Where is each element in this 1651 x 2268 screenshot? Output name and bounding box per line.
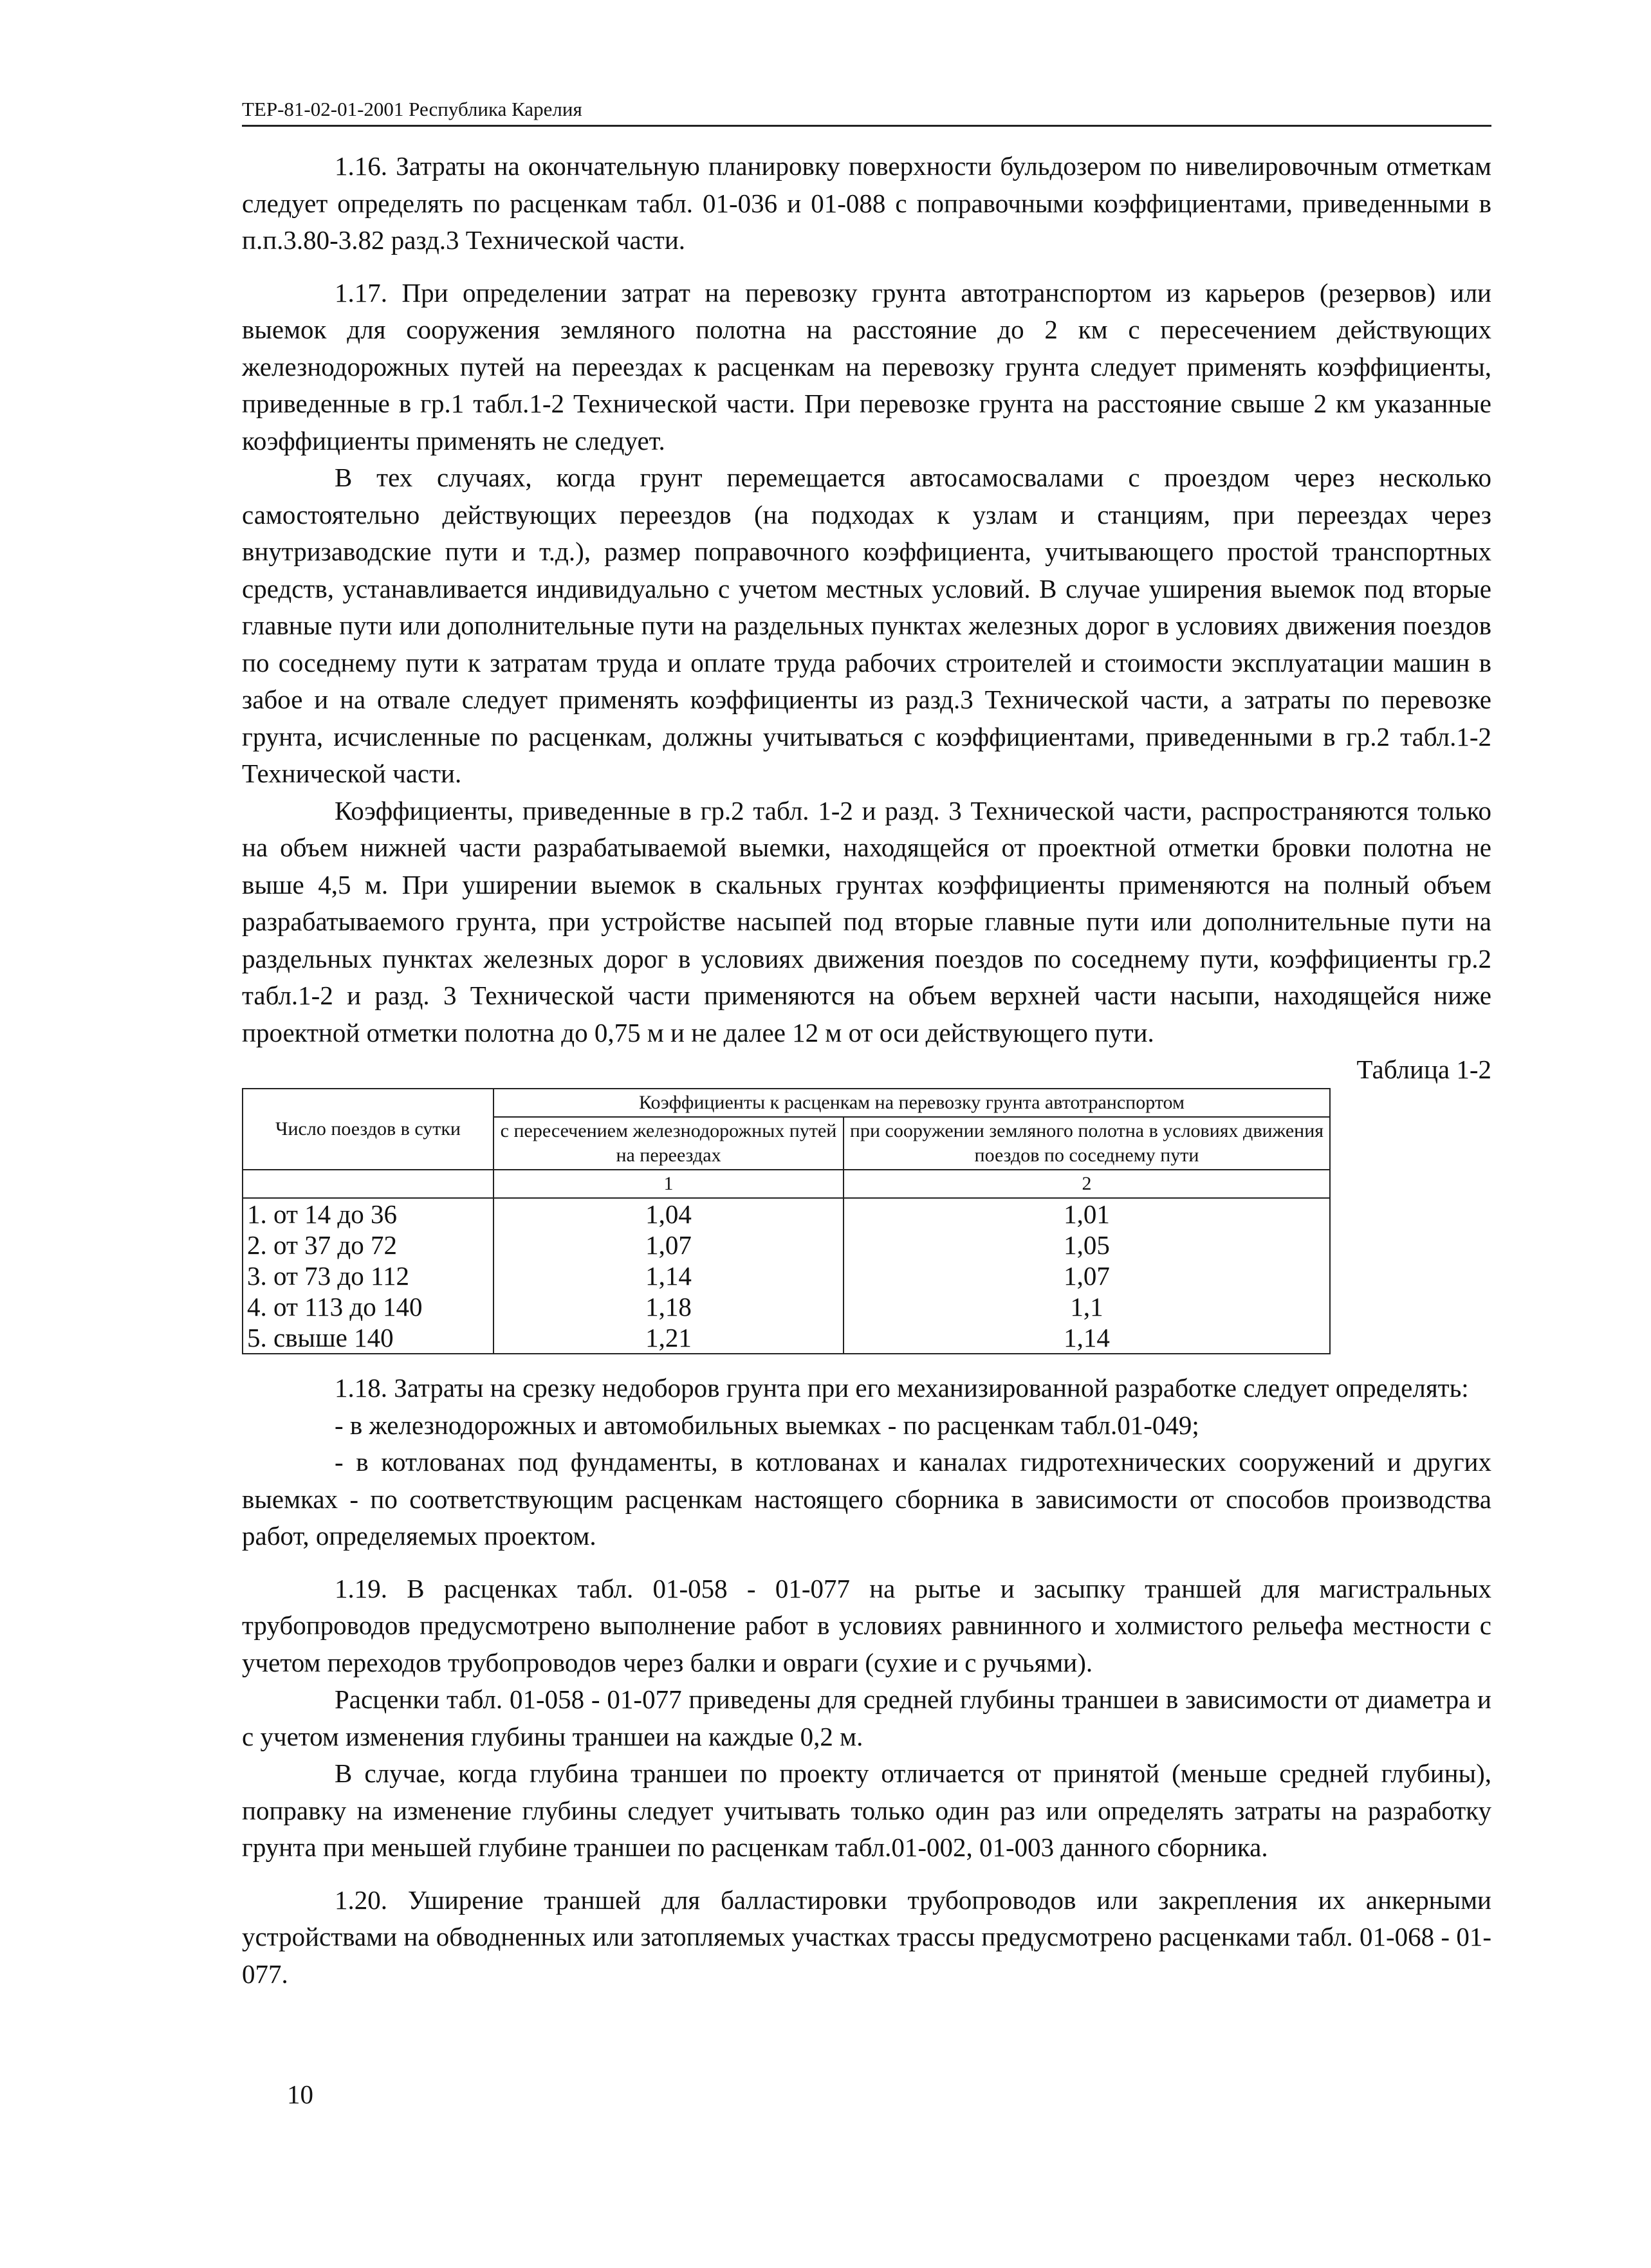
paragraph-1-17-coef: Коэффициенты, приведенные в гр.2 табл. 1-2 и разд. 3 Технической части, распространяются только на объем нижней части разрабатываемой выемки, находящейся от проектной отметки бровки полотна не выше 4,5 м. При уширении выемок в скальных грунтах коэффициенты применяются на полный объем разрабатываемого грунта, при устройстве насыпей под вторые главные пути или дополнительные пути на раздельных пунктах железных дорог в условиях движения поездов по соседнему пути, коэффициенты гр.2 табл.1-2 и разд. 3 Технической части применяются на объем верхней части насыпи, находящейся ниже проектной отметки полотна до 0,75 м и не далее 12 м от оси действующего пути.: [242, 795, 1491, 1047]
paragraph-1-18-item-1: - в железнодорожных и автомобильных выемках - по расценкам табл.01-049;: [335, 1410, 1199, 1440]
row-value-2: 1,1: [844, 1291, 1330, 1322]
table-row: [243, 1198, 1330, 1230]
row-value-1: 1,04: [493, 1198, 844, 1230]
row-label: 2. от 37 до 72: [243, 1230, 493, 1260]
table-caption: Таблица 1-2: [1356, 1055, 1491, 1084]
header-empty-cell: [243, 1170, 493, 1198]
page-number: 10: [287, 2079, 313, 2109]
header-column-2-number: 2: [844, 1170, 1330, 1198]
header-column-1-number: 1: [493, 1170, 844, 1198]
paragraph-1-19-cont: Расценки табл. 01-058 - 01-077 приведены для средней глубины траншеи в зависимости от диаметра и с учетом изменения глубины траншеи на каждые 0,2 м.: [242, 1684, 1491, 1751]
header-coefficients-group: Коэффициенты к расценкам на перевозку грунта автотранспортом: [493, 1089, 1330, 1117]
paragraph-1-18-item-2: - в котлованах под фундаменты, в котлованах и каналах гидротехнических сооружений и других выемках - по соответствующим расценкам настоящего сборника в зависимости от способов производства работ, определяемых проектом.: [242, 1447, 1491, 1551]
table-row: [243, 1291, 1330, 1322]
row-value-2: 1,01: [844, 1198, 1330, 1230]
header-column-2: при сооружении земляного полотна в условиях движения поездов по соседнему пути: [844, 1117, 1330, 1170]
row-value-2: 1,14: [844, 1322, 1330, 1354]
row-value-1: 1,07: [493, 1230, 844, 1260]
paragraph-1-17-cont: В тех случаях, когда грунт перемещается автосамосвалами с проездом через несколько самостоятельно действующих переездов (на подходах к узлам и станциям, при переездах через внутризаводские пути и т.д.), размер поправочного коэффициента, учитывающего простой транспортных средств, устанавливается индивидуально с учетом местных условий. В случае уширения выемок под вторые главные пути или дополнительные пути на раздельных пунктах железных дорог в условиях движения поездов по соседнему пути к затратам труда и оплате труда рабочих строителей и стоимости эксплуатации машин в забое и на отвале следует применять коэффициенты из разд.3 Технической части, а затраты по перевозке грунта, исчисленные по расценкам, должны учитываться с коэффициентами, приведенными в гр.2 табл.1-2 Технической части.: [242, 463, 1491, 788]
paragraph-1-20: 1.20. Уширение траншей для балластировки трубопроводов или закрепления их анкерными устройствами на обводненных или затопляемых участках трассы предусмотрено расценками табл. 01-068 - 01-077.: [242, 1885, 1491, 1989]
row-value-2: 1,05: [844, 1230, 1330, 1260]
table-row: [243, 1322, 1330, 1354]
table-row: [243, 1230, 1330, 1260]
row-label: 4. от 113 до 140: [243, 1291, 493, 1322]
paragraph-1-19: 1.19. В расценках табл. 01-058 - 01-077 на рытье и засыпку траншей для магистральных трубопроводов предусмотрено выполнение работ в условиях равнинного и холмистого рельефа местности с учетом переходов трубопроводов через балки и овраги (сухие и с ручьями).: [242, 1573, 1491, 1677]
table-row: [243, 1260, 1330, 1291]
row-value-1: 1,18: [493, 1291, 844, 1322]
row-value-2: 1,07: [844, 1260, 1330, 1291]
paragraph-1-16: 1.16. Затраты на окончательную планировку поверхности бульдозером по нивелировочным отметкам следует определять по расценкам табл. 01-036 и 01-088 с поправочными коэффициентами, приведенными в п.п.3.80-3.82 разд.3 Технической части.: [242, 151, 1491, 255]
running-header: ТЕР-81-02-01-2001 Республика Карелия: [242, 97, 1491, 127]
row-value-1: 1,14: [493, 1260, 844, 1291]
paragraph-1-19-depth: В случае, когда глубина траншеи по проекту отличается от принятой (меньше средней глубины), поправку на изменение глубины следует учитывать только один раз или определять затраты на разработку грунта при меньшей глубине траншеи по расценкам табл.01-002, 01-003 данного сборника.: [242, 1758, 1491, 1862]
paragraph-1-18: 1.18. Затраты на срезку недоборов грунта при его механизированной разработке следует определять:: [335, 1373, 1469, 1403]
row-value-1: 1,21: [493, 1322, 844, 1354]
row-label: 3. от 73 до 112: [243, 1260, 493, 1291]
header-trains-per-day: Число поездов в сутки: [243, 1089, 493, 1170]
row-label: 5. свыше 140: [243, 1322, 493, 1354]
page-body: [242, 148, 1491, 1993]
coefficient-table: [242, 1088, 1331, 1354]
header-column-1: с пересечением железнодорожных путей на переездах: [493, 1117, 844, 1170]
paragraph-1-17: 1.17. При определении затрат на перевозку грунта автотранспортом из карьеров (резервов) или выемок для сооружения земляного полотна на расстояние до 2 км с пересечением действующих железнодорожных путей на переездах к расценкам на перевозку грунта следует применять коэффициенты, приведенные в гр.1 табл.1-2 Технической части. При перевозке грунта на расстояние свыше 2 км указанные коэффициенты применять не следует.: [242, 277, 1491, 456]
row-label: 1. от 14 до 36: [243, 1198, 493, 1230]
